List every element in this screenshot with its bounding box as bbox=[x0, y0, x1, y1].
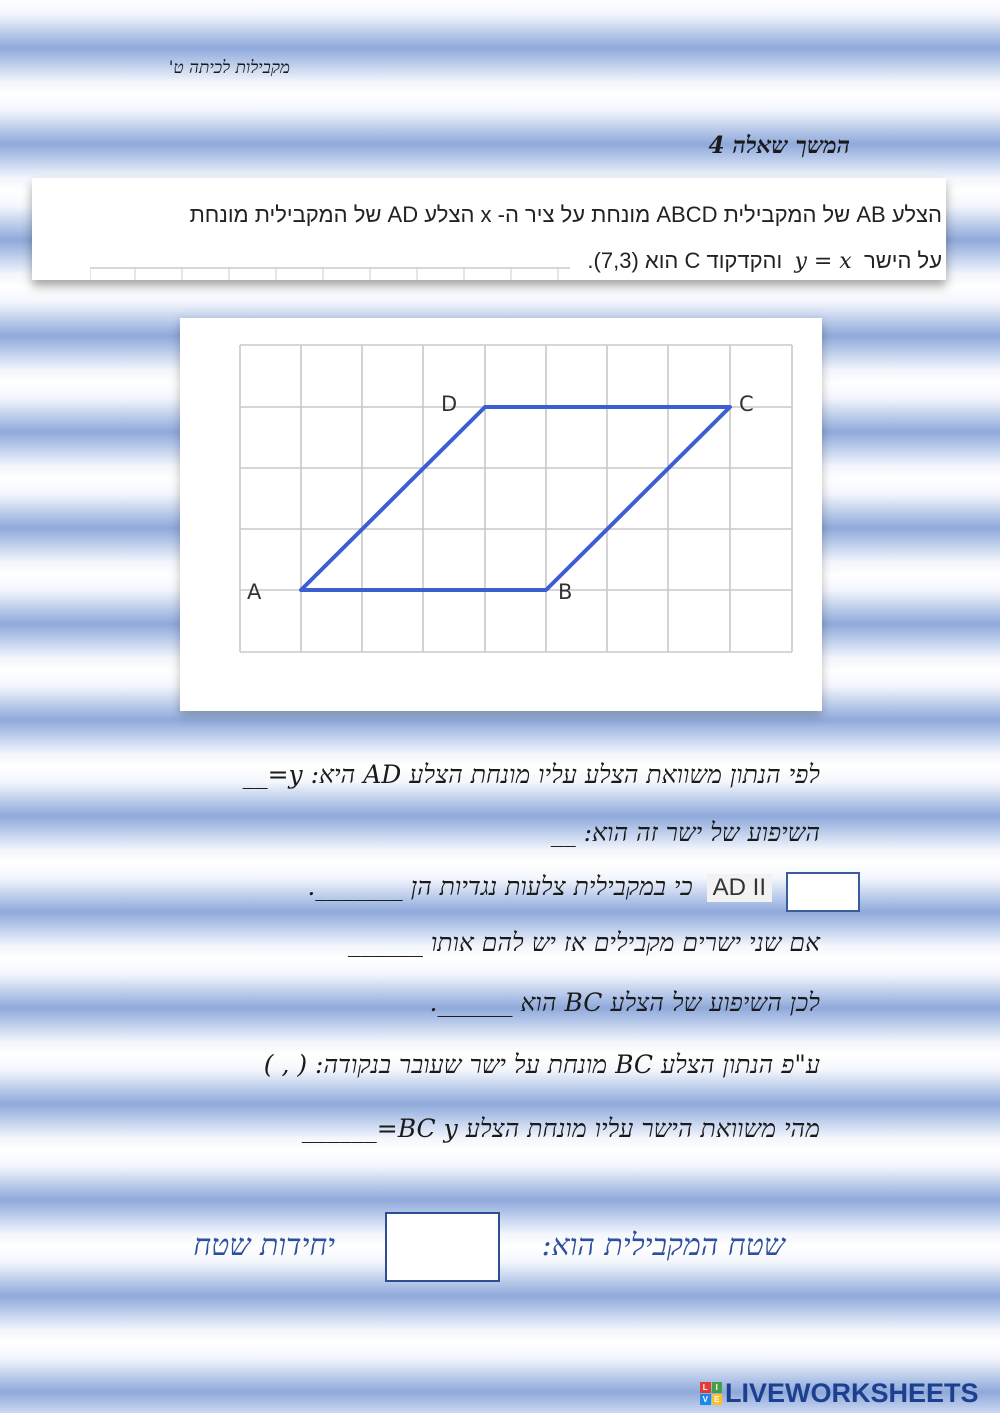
parallelogram-abcd bbox=[301, 407, 730, 590]
liveworksheets-logo-icon bbox=[700, 1382, 722, 1404]
liveworksheets-brand-name: LIVEWORKSHEETS bbox=[725, 1377, 979, 1408]
parallelogram-figure bbox=[180, 318, 822, 711]
parallelogram-grid-svg bbox=[180, 318, 822, 711]
logo-letter-i: I bbox=[712, 1382, 723, 1393]
worksheet-line-3 bbox=[307, 872, 772, 902]
continue-question-label: המשך שאלה 4 bbox=[708, 132, 850, 159]
worksheet-line-6: ע"פ הנתון הצלע BC מונחת על ישר שעובר בנקודה: ( , ) bbox=[263, 1050, 820, 1079]
question-text-box bbox=[32, 178, 946, 280]
vertex-label-d: D bbox=[441, 392, 458, 416]
logo-letter-e: E bbox=[712, 1394, 723, 1405]
worksheet-top-note: מקבילות לכיתה ט' bbox=[168, 58, 290, 78]
question-line-2-math: y = x bbox=[794, 249, 852, 274]
worksheet-line-2: השיפוע של ישר זה הוא: __ bbox=[550, 818, 820, 847]
vertex-label-a: A bbox=[247, 580, 262, 604]
logo-letter-l: L bbox=[700, 1382, 711, 1393]
worksheet-line-3-text: כי במקבילית צלעות נגדיות הן _______. bbox=[307, 872, 693, 901]
worksheet-line-4: אם שני ישרים מקבילים אז יש להם אותו ______ bbox=[347, 928, 820, 957]
worksheet-line-5: לכן השיפוע של הצלע BC הוא ______. bbox=[429, 988, 820, 1017]
vertex-label-c: C bbox=[739, 392, 754, 416]
worksheet-line-7: מהי משוואת הישר עליו מונחת הצלע BC y=______ bbox=[301, 1114, 820, 1143]
liveworksheets-brand bbox=[700, 1378, 995, 1408]
cropped-grid-edge bbox=[90, 266, 570, 280]
question-line-2-prefix: על הישר bbox=[863, 248, 942, 273]
grid-lines bbox=[240, 345, 792, 652]
area-answer-input[interactable] bbox=[385, 1212, 500, 1282]
area-label: שטח המקבילית הוא: bbox=[541, 1228, 785, 1263]
logo-letter-v: V bbox=[700, 1394, 711, 1405]
parallel-side-input[interactable] bbox=[786, 872, 860, 912]
question-line-2-suffix: והקדקוד C הוא (7,3). bbox=[587, 248, 783, 273]
area-unit-label: יחידות שטח bbox=[193, 1228, 335, 1263]
worksheet-line-1: לפי הנתון משוואת הצלע עליו מונחת הצלע AD היא: y=__ bbox=[242, 760, 820, 789]
vertex-label-b: B bbox=[558, 580, 573, 604]
question-line-1: הצלע AB של המקבילית ABCD מונחת על ציר ה- x הצלע AD של המקבילית מונחת bbox=[189, 202, 942, 227]
ad-parallel-label: AD II bbox=[707, 874, 772, 902]
